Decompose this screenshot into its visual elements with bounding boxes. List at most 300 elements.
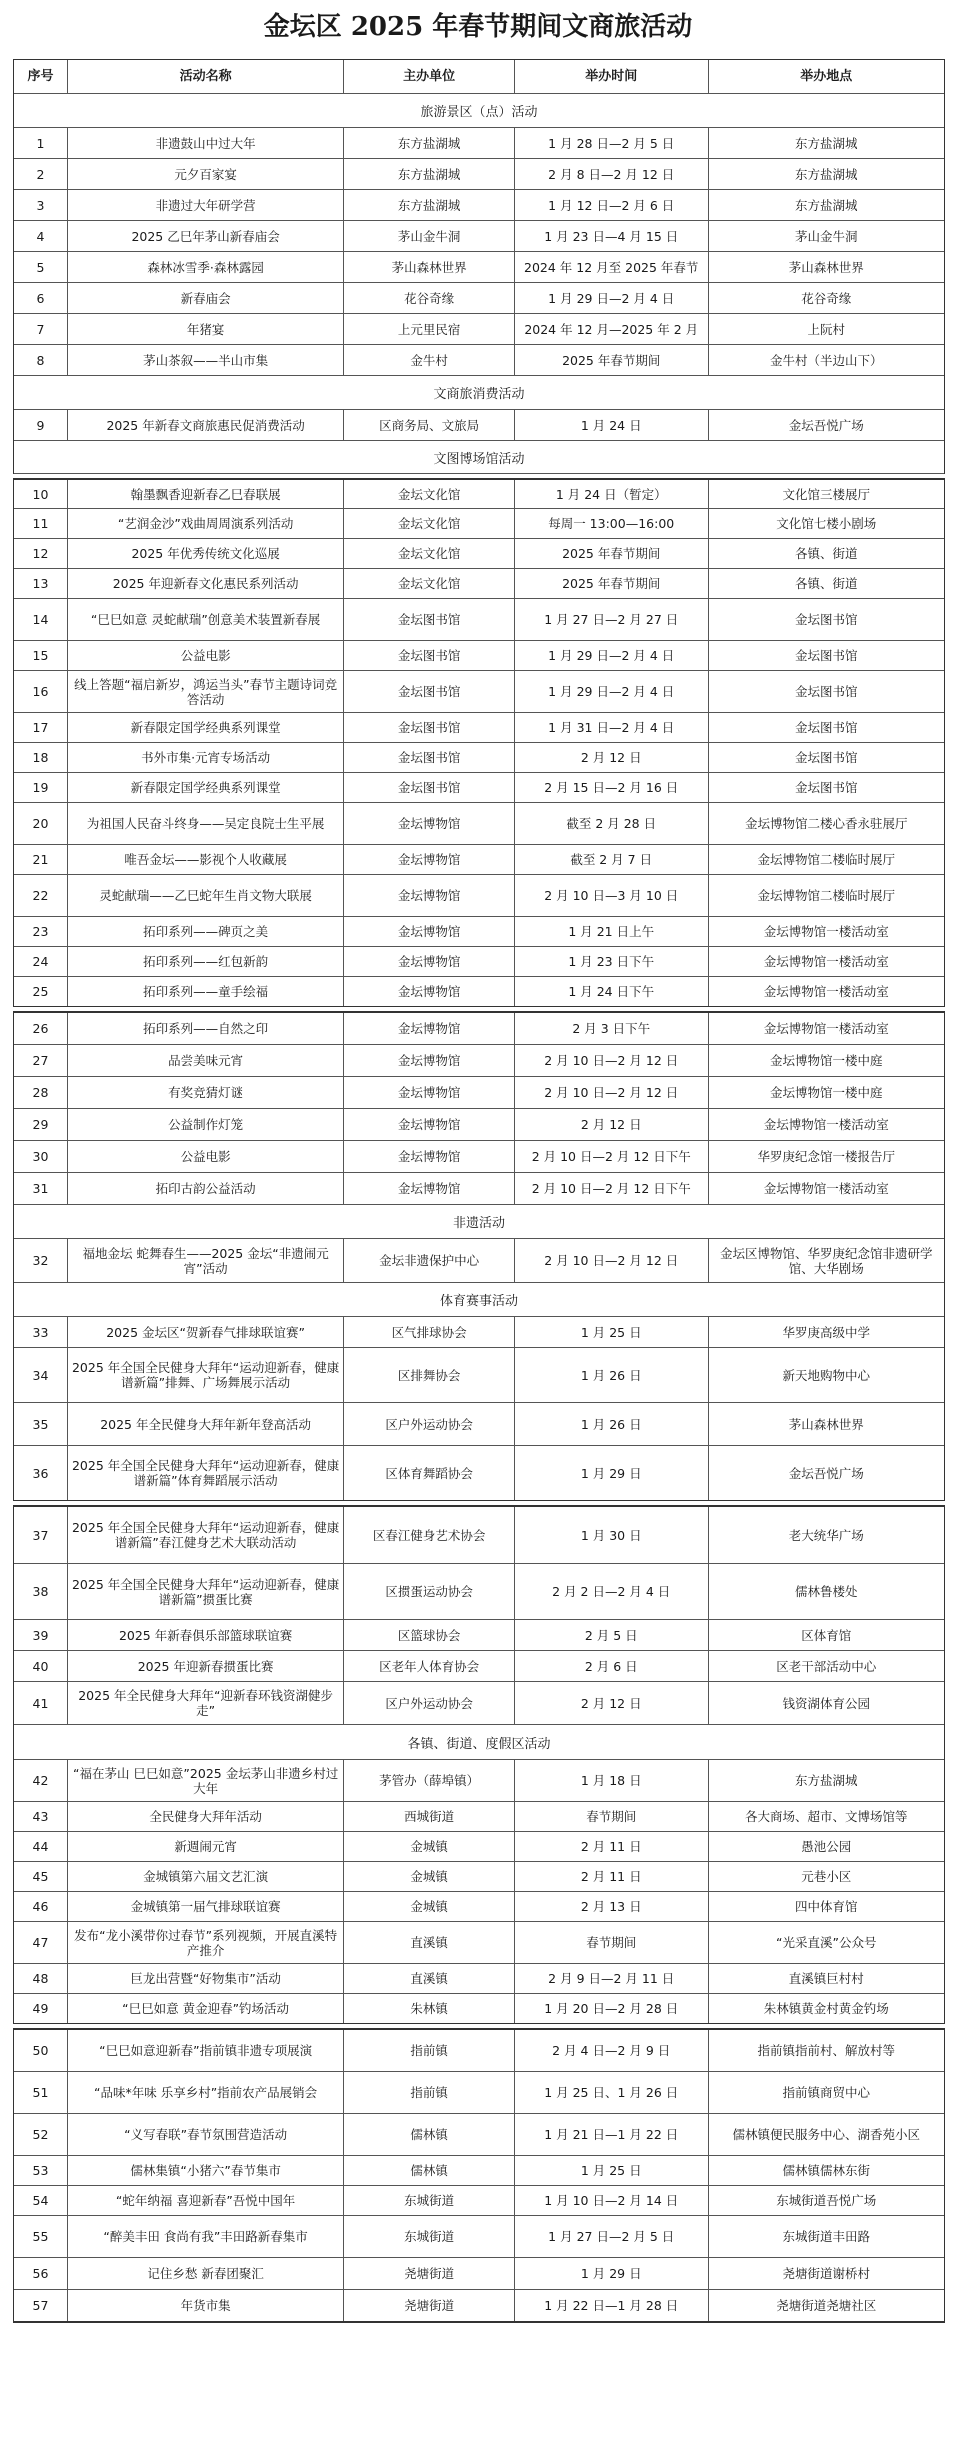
table-row: [14, 252, 944, 283]
cell-organizer: 金坛图书馆: [344, 773, 515, 802]
table-row: [14, 314, 944, 345]
cell-row-number: 50: [14, 2030, 68, 2071]
cell-event-location: 东城街道丰田路: [782, 2229, 871, 2244]
cell-activity-name: 2025 年新春俱乐部篮球联谊赛: [68, 1620, 344, 1650]
table-row: [14, 947, 944, 977]
cell-activity-name: 森林冰雪季·森林露园: [68, 252, 344, 282]
cell-row-number: 55: [14, 2216, 68, 2257]
table-row: [14, 1682, 944, 1725]
table-row: [14, 1045, 944, 1077]
cell-event-location: 金坛博物馆一楼中庭: [770, 1085, 883, 1100]
cell-event-time: 2 月 10 日—2 月 12 日下午: [515, 1141, 709, 1172]
cell-event-location: 金坛吾悦广场: [788, 417, 864, 433]
cell-organizer: 金城镇: [344, 1892, 515, 1921]
cell-activity-name: 新春限定国学经典系列课堂: [68, 713, 344, 742]
document-title: 金坛区 2025 年春节期间文商旅活动: [263, 12, 693, 42]
cell-organizer: 金坛博物馆: [344, 1045, 515, 1076]
cell-event-location: 元巷小区: [801, 1869, 852, 1884]
cell-row-number: 22: [14, 875, 68, 916]
cell-activity-name: 年货市集: [68, 2290, 344, 2321]
cell-event-location: 金坛博物馆一楼活动室: [763, 1117, 889, 1132]
cell-activity-name: 唯吾金坛——影视个人收藏展: [68, 845, 344, 874]
cell-activity-name: 儒林集镇“小猪六”春节集市: [68, 2156, 344, 2185]
cell-row-number: 21: [14, 845, 68, 874]
cell-row-number: 3: [14, 190, 68, 220]
cell-event-time: 1 月 28 日—2 月 5 日: [515, 128, 709, 158]
cell-event-location: 愚池公园: [801, 1839, 852, 1854]
activities-table: [13, 59, 945, 2323]
cell-organizer: 金坛博物馆: [344, 977, 515, 1006]
table-row: [14, 773, 944, 803]
cell-organizer: 东城街道: [344, 2186, 515, 2215]
table-row: [14, 917, 944, 947]
cell-organizer: 直溪镇: [344, 1922, 515, 1963]
cell-event-location: 指前镇商贸中心: [782, 2085, 871, 2100]
table-row: [14, 1651, 944, 1682]
cell-event-location: 金坛博物馆一楼活动室: [763, 1021, 889, 1036]
cell-event-time: 1 月 29 日: [515, 1446, 709, 1500]
cell-activity-name: “蛇年纳福 喜迎新春”吾悦中国年: [68, 2186, 344, 2215]
cell-activity-name: “品味*年味 乐享乡村”指前农产品展销会: [68, 2072, 344, 2113]
cell-event-time: 2 月 12 日: [515, 1682, 709, 1724]
cell-activity-name: 福地金坛 蛇舞春生——2025 金坛“非遗闹元宵”活动: [68, 1239, 344, 1282]
cell-event-time: 1 月 26 日: [515, 1348, 709, 1402]
cell-row-number: 16: [14, 671, 68, 712]
cell-activity-name: “巳巳如意 灵蛇献瑞”创意美术装置新春展: [68, 599, 344, 640]
cell-activity-name: 2025 年全国全民健身大拜年“运动迎新春，健康谱新篇”排舞、广场舞展示活动: [68, 1348, 344, 1402]
cell-event-location: 指前镇指前村、解放村等: [757, 2043, 896, 2058]
cell-activity-name: 拓印古韵公益活动: [68, 1173, 344, 1204]
table-row: [14, 1760, 944, 1802]
cell-event-location: 各大商场、超市、文博场馆等: [745, 1809, 908, 1824]
cell-event-location: 文化馆七楼小剧场: [776, 516, 877, 531]
cell-event-time: 春节期间: [515, 1922, 709, 1963]
cell-event-time: 2025 年春节期间: [515, 569, 709, 598]
cell-event-location: 老大统华广场: [788, 1527, 864, 1543]
cell-activity-name: 新春限定国学经典系列课堂: [68, 773, 344, 802]
cell-row-number: 29: [14, 1109, 68, 1140]
cell-activity-name: 2025 乙巳年茅山新春庙会: [68, 221, 344, 251]
cell-event-location: 金坛区博物馆、华罗庚纪念馆非遗研学馆、大华剧场: [720, 1245, 933, 1276]
cell-event-time: 每周一 13:00—16:00: [515, 509, 709, 538]
cell-event-time: 1 月 21 日—1 月 22 日: [515, 2114, 709, 2155]
cell-row-number: 18: [14, 743, 68, 772]
cell-row-number: 43: [14, 1802, 68, 1831]
table-row: [14, 671, 944, 713]
cell-event-time: 1 月 25 日: [515, 1317, 709, 1347]
table-row: [14, 1077, 944, 1109]
category-heading: 体育赛事活动: [14, 1283, 944, 1317]
cell-event-time: 1 月 18 日: [515, 1760, 709, 1801]
cell-row-number: 57: [14, 2290, 68, 2321]
table-row: [14, 1620, 944, 1651]
cell-activity-name: 年猪宴: [68, 314, 344, 344]
cell-activity-name: 2025 年全民健身大拜年“迎新春环钱资湖健步走”: [68, 1682, 344, 1724]
column-header-event-location: 举办地点: [800, 69, 853, 84]
cell-organizer: 茅山森林世界: [344, 252, 515, 282]
cell-event-location: 东城街道吾悦广场: [776, 2193, 877, 2208]
cell-organizer: 儒林镇: [344, 2156, 515, 2185]
cell-event-time: 2 月 5 日: [515, 1620, 709, 1650]
cell-row-number: 47: [14, 1922, 68, 1963]
cell-activity-name: 2025 年全国全民健身大拜年“运动迎新春，健康谱新篇”体育舞蹈展示活动: [68, 1446, 344, 1500]
cell-activity-name: “义写春联”春节氛围营造活动: [68, 2114, 344, 2155]
table-row: [14, 1564, 944, 1620]
cell-event-time: 2 月 9 日—2 月 11 日: [515, 1964, 709, 1993]
cell-organizer: 直溪镇: [344, 1964, 515, 1993]
cell-organizer: 金坛博物馆: [344, 1173, 515, 1204]
cell-event-location: 金坛图书馆: [795, 684, 858, 699]
cell-event-time: 春节期间: [515, 1802, 709, 1831]
cell-event-time: 2 月 13 日: [515, 1892, 709, 1921]
table-section: [13, 2028, 945, 2323]
cell-event-time: 2 月 15 日—2 月 16 日: [515, 773, 709, 802]
table-row: [14, 1446, 944, 1501]
table-row: [14, 2258, 944, 2290]
cell-organizer: 金坛图书馆: [344, 671, 515, 712]
cell-row-number: 2: [14, 159, 68, 189]
cell-row-number: 26: [14, 1013, 68, 1044]
cell-organizer: 金坛博物馆: [344, 1109, 515, 1140]
cell-organizer: 朱林镇: [344, 1994, 515, 2023]
cell-row-number: 31: [14, 1173, 68, 1204]
cell-activity-name: 2025 年迎新春掼蛋比赛: [68, 1651, 344, 1681]
cell-event-location: 茅山森林世界: [788, 259, 864, 275]
cell-event-time: 2024 年 12 月—2025 年 2 月: [515, 314, 709, 344]
cell-event-location: 新天地购物中心: [782, 1367, 871, 1383]
cell-activity-name: 2025 年全民健身大拜年新年登高活动: [68, 1403, 344, 1445]
cell-event-time: 1 月 27 日—2 月 27 日: [515, 599, 709, 640]
cell-row-number: 27: [14, 1045, 68, 1076]
cell-event-time: 1 月 26 日: [515, 1403, 709, 1445]
cell-organizer: 东方盐湖城: [344, 128, 515, 158]
cell-row-number: 41: [14, 1682, 68, 1724]
table-row: [14, 480, 944, 509]
cell-organizer: 区商务局、文旅局: [344, 410, 515, 440]
cell-activity-name: 元夕百家宴: [68, 159, 344, 189]
cell-event-time: 1 月 24 日（暂定）: [515, 480, 709, 508]
cell-event-time: 1 月 25 日: [515, 2156, 709, 2185]
cell-organizer: 区排舞协会: [344, 1348, 515, 1402]
cell-event-location: 各镇、街道: [795, 576, 858, 591]
cell-activity-name: 茅山茶叙——半山市集: [68, 345, 344, 375]
table-row: [14, 345, 944, 376]
cell-event-location: 上阮村: [807, 321, 846, 337]
cell-row-number: 4: [14, 221, 68, 251]
table-row: [14, 128, 944, 159]
cell-activity-name: 为祖国人民奋斗终身——吴定良院士生平展: [68, 803, 344, 844]
cell-row-number: 14: [14, 599, 68, 640]
cell-event-time: 1 月 29 日: [515, 2258, 709, 2289]
cell-row-number: 9: [14, 410, 68, 440]
cell-organizer: 区户外运动协会: [344, 1682, 515, 1724]
table-row: [14, 1348, 944, 1403]
cell-event-location: 花谷奇缘: [801, 290, 852, 306]
table-section: [13, 59, 945, 474]
table-row: [14, 2072, 944, 2114]
table-row: [14, 1013, 944, 1045]
cell-row-number: 46: [14, 1892, 68, 1921]
table-row: [14, 509, 944, 539]
cell-activity-name: “艺润金沙”戏曲周周演系列活动: [68, 509, 344, 538]
cell-row-number: 12: [14, 539, 68, 568]
cell-row-number: 51: [14, 2072, 68, 2113]
cell-row-number: 35: [14, 1403, 68, 1445]
cell-row-number: 17: [14, 713, 68, 742]
cell-row-number: 38: [14, 1564, 68, 1619]
cell-activity-name: 拓印系列——碑页之美: [68, 917, 344, 946]
cell-event-time: 2 月 10 日—2 月 12 日: [515, 1077, 709, 1108]
table-row: [14, 1892, 944, 1922]
cell-row-number: 53: [14, 2156, 68, 2185]
cell-activity-name: 2025 金坛区“贺新春气排球联谊赛”: [68, 1317, 344, 1347]
cell-row-number: 54: [14, 2186, 68, 2215]
cell-activity-name: 有奖竞猜灯谜: [68, 1077, 344, 1108]
cell-event-location: 各镇、街道: [795, 546, 858, 561]
table-section: [13, 478, 945, 1007]
cell-activity-name: 全民健身大拜年活动: [68, 1802, 344, 1831]
cell-organizer: 区户外运动协会: [344, 1403, 515, 1445]
cell-event-location: 儒林鲁楼处: [795, 1584, 858, 1599]
category-heading: 非遗活动: [14, 1205, 944, 1239]
table-row: [14, 159, 944, 190]
cell-event-time: 1 月 29 日—2 月 4 日: [515, 671, 709, 712]
table-row: [14, 1173, 944, 1205]
cell-activity-name: 灵蛇献瑞——乙巳蛇年生肖文物大联展: [68, 875, 344, 916]
cell-organizer: 金坛博物馆: [344, 947, 515, 976]
cell-event-location: 金坛博物馆一楼活动室: [763, 954, 889, 969]
cell-event-time: 2 月 11 日: [515, 1832, 709, 1861]
cell-event-time: 1 月 30 日: [515, 1507, 709, 1563]
cell-row-number: 20: [14, 803, 68, 844]
cell-row-number: 5: [14, 252, 68, 282]
cell-organizer: 指前镇: [344, 2072, 515, 2113]
cell-event-location: 金坛吾悦广场: [788, 1465, 864, 1481]
cell-event-time: 2 月 10 日—2 月 12 日: [515, 1239, 709, 1282]
cell-activity-name: 新週闹元宵: [68, 1832, 344, 1861]
cell-row-number: 13: [14, 569, 68, 598]
cell-event-location: 钱资湖体育公园: [782, 1695, 871, 1711]
table-header-row: [14, 60, 944, 94]
cell-organizer: 金坛博物馆: [344, 1077, 515, 1108]
cell-event-time: 2 月 3 日下午: [515, 1013, 709, 1044]
table-row: [14, 539, 944, 569]
cell-organizer: 金坛图书馆: [344, 713, 515, 742]
cell-organizer: 茅管办（薛埠镇）: [344, 1760, 515, 1801]
cell-activity-name: 线上答题“福启新岁，鸿运当头”春节主题诗词竞答活动: [68, 671, 344, 712]
cell-organizer: 金坛文化馆: [344, 509, 515, 538]
table-row: [14, 1141, 944, 1173]
cell-event-location: 东方盐湖城: [795, 135, 858, 151]
cell-event-time: 1 月 31 日—2 月 4 日: [515, 713, 709, 742]
cell-activity-name: “醉美丰田 食尚有我”丰田路新春集市: [68, 2216, 344, 2257]
cell-event-location: 东方盐湖城: [795, 166, 858, 182]
table-row: [14, 713, 944, 743]
cell-activity-name: 金城镇第一届气排球联谊赛: [68, 1892, 344, 1921]
category-heading: 旅游景区（点）活动: [14, 94, 944, 128]
cell-event-location: 华罗庚高级中学: [782, 1324, 871, 1340]
cell-event-time: 截至 2 月 7 日: [515, 845, 709, 874]
column-header-organizer: 主办单位: [344, 60, 515, 93]
table-row: [14, 599, 944, 641]
cell-event-time: 2025 年春节期间: [515, 345, 709, 375]
table-row: [14, 2186, 944, 2216]
cell-organizer: 区体育舞蹈协会: [344, 1446, 515, 1500]
cell-activity-name: 记住乡愁 新春团聚汇: [68, 2258, 344, 2289]
table-row: [14, 283, 944, 314]
cell-event-location: 尧塘街道尧塘社区: [776, 2298, 877, 2313]
cell-organizer: 金牛村: [344, 345, 515, 375]
table-row: [14, 1317, 944, 1348]
table-row: [14, 221, 944, 252]
cell-row-number: 32: [14, 1239, 68, 1282]
cell-event-time: 1 月 29 日—2 月 4 日: [515, 283, 709, 313]
cell-organizer: 花谷奇缘: [344, 283, 515, 313]
cell-row-number: 23: [14, 917, 68, 946]
cell-organizer: 金坛非遗保护中心: [344, 1239, 515, 1282]
cell-activity-name: 公益电影: [68, 641, 344, 670]
table-row: [14, 1239, 944, 1283]
cell-organizer: 尧塘街道: [344, 2258, 515, 2289]
cell-organizer: 金坛图书馆: [344, 641, 515, 670]
cell-event-time: 1 月 23 日—4 月 15 日: [515, 221, 709, 251]
cell-organizer: 东方盐湖城: [344, 159, 515, 189]
cell-activity-name: 拓印系列——自然之印: [68, 1013, 344, 1044]
cell-event-time: 1 月 24 日下午: [515, 977, 709, 1006]
cell-event-time: 1 月 24 日: [515, 410, 709, 440]
cell-event-location: “光采直溪”公众号: [776, 1935, 877, 1950]
table-section: [13, 1011, 945, 1501]
table-row: [14, 1109, 944, 1141]
cell-row-number: 39: [14, 1620, 68, 1650]
cell-event-location: 金坛博物馆一楼活动室: [763, 1181, 889, 1196]
cell-activity-name: 非遗过大年研学营: [68, 190, 344, 220]
cell-event-time: 1 月 29 日—2 月 4 日: [515, 641, 709, 670]
cell-event-location: 金坛图书馆: [795, 720, 858, 735]
table-row: [14, 410, 944, 441]
cell-event-location: 金坛图书馆: [795, 780, 858, 795]
column-header-event-time: 举办时间: [515, 60, 709, 93]
cell-organizer: 金坛博物馆: [344, 917, 515, 946]
cell-organizer: 尧塘街道: [344, 2290, 515, 2321]
table-row: [14, 977, 944, 1007]
table-row: [14, 1802, 944, 1832]
table-row: [14, 1507, 944, 1564]
cell-activity-name: 2025 年优秀传统文化巡展: [68, 539, 344, 568]
cell-organizer: 金坛博物馆: [344, 803, 515, 844]
cell-event-time: 截至 2 月 28 日: [515, 803, 709, 844]
table-row: [14, 743, 944, 773]
cell-event-time: 2 月 10 日—2 月 12 日下午: [515, 1173, 709, 1204]
cell-activity-name: 书外市集·元宵专场活动: [68, 743, 344, 772]
table-row: [14, 2216, 944, 2258]
cell-row-number: 44: [14, 1832, 68, 1861]
cell-event-time: 2 月 4 日—2 月 9 日: [515, 2030, 709, 2071]
table-row: [14, 845, 944, 875]
cell-organizer: 指前镇: [344, 2030, 515, 2071]
cell-organizer: 区掼蛋运动协会: [344, 1564, 515, 1619]
cell-row-number: 19: [14, 773, 68, 802]
cell-organizer: 东城街道: [344, 2216, 515, 2257]
cell-row-number: 56: [14, 2258, 68, 2289]
table-row: [14, 1922, 944, 1964]
cell-event-time: 2024 年 12 月至 2025 年春节: [515, 252, 709, 282]
cell-row-number: 33: [14, 1317, 68, 1347]
cell-row-number: 1: [14, 128, 68, 158]
cell-organizer: 金坛博物馆: [344, 1013, 515, 1044]
table-row: [14, 2030, 944, 2072]
cell-event-time: 1 月 10 日—2 月 14 日: [515, 2186, 709, 2215]
cell-event-time: 1 月 25 日、1 月 26 日: [515, 2072, 709, 2113]
cell-activity-name: 品尝美味元宵: [68, 1045, 344, 1076]
cell-event-location: 区老干部活动中心: [776, 1658, 877, 1674]
cell-event-location: 金坛图书馆: [795, 648, 858, 663]
cell-row-number: 30: [14, 1141, 68, 1172]
cell-event-location: 四中体育馆: [795, 1899, 858, 1914]
cell-activity-name: 金城镇第六届文艺汇演: [68, 1862, 344, 1891]
cell-event-time: 2 月 10 日—2 月 12 日: [515, 1045, 709, 1076]
cell-row-number: 15: [14, 641, 68, 670]
cell-event-time: 1 月 27 日—2 月 5 日: [515, 2216, 709, 2257]
cell-row-number: 6: [14, 283, 68, 313]
table-row: [14, 1832, 944, 1862]
cell-event-location: 金坛博物馆二楼临时展厅: [757, 852, 896, 867]
column-header-activity-name: 活动名称: [68, 60, 344, 93]
cell-event-time: 1 月 12 日—2 月 6 日: [515, 190, 709, 220]
cell-organizer: 金坛博物馆: [344, 845, 515, 874]
cell-event-location: 金坛图书馆: [795, 750, 858, 765]
cell-organizer: 金城镇: [344, 1832, 515, 1861]
cell-event-location: 金坛博物馆一楼活动室: [763, 924, 889, 939]
cell-activity-name: 2025 年全国全民健身大拜年“运动迎新春，健康谱新篇”春江健身艺术大联动活动: [68, 1507, 344, 1563]
cell-organizer: 东方盐湖城: [344, 190, 515, 220]
cell-activity-name: “巳巳如意 黄金迎春”钓场活动: [68, 1994, 344, 2023]
cell-event-location: 文化馆三楼展厅: [782, 486, 871, 502]
cell-organizer: 金城镇: [344, 1862, 515, 1891]
cell-event-location: 区体育馆: [801, 1627, 852, 1643]
cell-organizer: 金坛图书馆: [344, 743, 515, 772]
cell-event-location: 金坛博物馆一楼活动室: [763, 984, 889, 999]
cell-event-location: 朱林镇黄金村黄金钓场: [763, 2001, 889, 2016]
table-row: [14, 1994, 944, 2024]
cell-activity-name: 非遗鼓山中过大年: [68, 128, 344, 158]
cell-event-time: 1 月 23 日下午: [515, 947, 709, 976]
cell-event-location: 金坛博物馆二楼心香永驻展厅: [745, 816, 908, 831]
cell-row-number: 24: [14, 947, 68, 976]
cell-event-location: 华罗庚纪念馆一楼报告厅: [757, 1149, 896, 1164]
category-heading: 文图博场馆活动: [14, 441, 944, 474]
cell-row-number: 45: [14, 1862, 68, 1891]
cell-activity-name: 2025 年迎新春文化惠民系列活动: [68, 569, 344, 598]
cell-row-number: 8: [14, 345, 68, 375]
cell-event-time: 1 月 21 日上午: [515, 917, 709, 946]
cell-organizer: 西城街道: [344, 1802, 515, 1831]
cell-row-number: 36: [14, 1446, 68, 1500]
cell-event-location: 儒林镇儒林东街: [782, 2163, 871, 2178]
cell-activity-name: 拓印系列——红包新韵: [68, 947, 344, 976]
cell-event-location: 儒林镇便民服务中心、湖香苑小区: [732, 2127, 921, 2142]
cell-row-number: 49: [14, 1994, 68, 2023]
table-row: [14, 2290, 944, 2322]
cell-organizer: 区气排球协会: [344, 1317, 515, 1347]
table-row: [14, 190, 944, 221]
cell-event-location: 东方盐湖城: [795, 1773, 858, 1788]
cell-activity-name: 2025 年全国全民健身大拜年“运动迎新春，健康谱新篇”掼蛋比赛: [68, 1564, 344, 1619]
cell-activity-name: “巳巳如意迎新春”指前镇非遗专项展演: [68, 2030, 344, 2071]
cell-event-time: 2 月 6 日: [515, 1651, 709, 1681]
cell-activity-name: 巨龙出营暨“好物集市”活动: [68, 1964, 344, 1993]
cell-event-location: 金牛村（半边山下）: [770, 352, 883, 368]
